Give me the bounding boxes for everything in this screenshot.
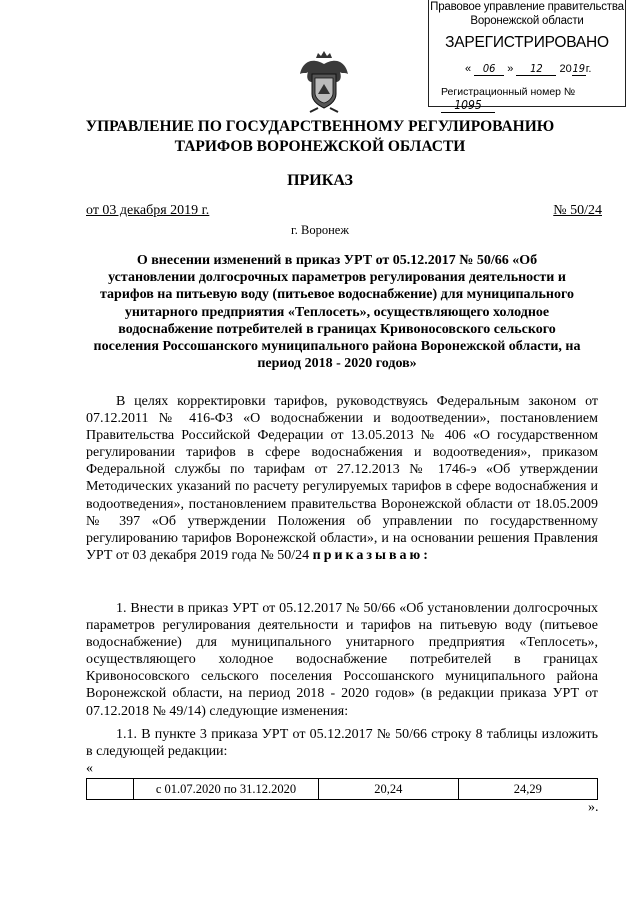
table-cell: с 01.07.2020 по 31.12.2020 [134, 779, 319, 800]
stamp-date-month: 12 [516, 62, 556, 76]
stamp-status: ЗАРЕГИСТРИРОВАНО [445, 34, 609, 51]
stamp-reg-number: 1095 [441, 98, 495, 113]
agency-line1: УПРАВЛЕНИЕ ПО ГОСУДАРСТВЕННОМУ РЕГУЛИРОВАНИЮ [85, 118, 555, 135]
stamp-org-line1: Правовое управление правительства [430, 1, 624, 13]
item-1: 1. Внести в приказ УРТ от 05.12.2017 № 50/66 «Об установлении долгосрочных параметров регулирования деятельности и тарифов на питьевую воду (питьевое водоснабжение) для муниципального унитарного предприятия «Теплосеть», осуществляющего холодное водоснабжение потребителей в границах Кривоносовского сельского поселения Россошанского муниципального района Воронежской области, на период 2018 - 2020 годов» (в редакции приказа УРТ от 07.12.2018 № 49/14) следующие изменения: [86, 601, 598, 719]
coat-of-arms-icon [298, 50, 350, 114]
close-quote: ». [588, 800, 599, 815]
order-subject: О внесении изменений в приказ УРТ от 05.12.2017 № 50/66 «Об установлении долгосрочных параметров регулирования деятельности и тарифов на питьевую воду (питьевое водоснабжение) для муниципального унитарного предприятия «Теплосеть», осуществляющего холодное водоснабжение потребителей в границах Кривоносовского сельского поселения Россошанского муниципального района Воронежской области, на период 2018 - 2020 годов» [93, 253, 581, 372]
agency-name [70, 117, 570, 157]
order-number: № 50/24 [553, 203, 602, 218]
stamp-registration-number [441, 86, 625, 113]
preamble-text: В целях корректировки тарифов, руководствуясь Федеральным законом от 07.12.2011 № 416-ФЗ «О водоснабжении и водоотведении», постановлением Правительства Российской Федерации от 13.05.2013 № 406 «О государственном регулировании тарифов в сфере водоснабжения и водоотведения», приказом Федеральной службы по тарифам от 27.12.2013 № 1746-э «Об утверждении Методических указаний по расчету регулируемых тарифов в сфере водоснабжения и водоотведения», постановлением правительства Воронежской области от 18.05.2009 № 397 «Об утверждении Положения об управлении по государственному регулированию тарифов Воронежской области», и на основании решения Правления УРТ от 03 декабря 2019 года № 50/24 [86, 394, 598, 563]
stamp-org-line2: Воронежской области [470, 15, 584, 27]
city: г. Воронеж [291, 223, 349, 237]
stamp-date-year: 19 [572, 62, 586, 75]
stamp-reg-label: Регистрационный номер № [441, 86, 576, 98]
table-row [87, 779, 598, 800]
tariff-table-body [87, 779, 598, 800]
stamp-date: « 06 » 12 2019г. [465, 62, 592, 75]
table-cell [87, 779, 134, 800]
order-date: от 03 декабря 2019 г. [86, 203, 210, 218]
tariff-table [86, 778, 598, 800]
open-quote: « [86, 761, 93, 776]
preamble-paragraph [86, 393, 598, 564]
stamp-date-year-suffix: г. [585, 63, 592, 75]
stamp-date-year-prefix: 20 [559, 63, 572, 75]
registration-stamp [428, 0, 626, 112]
table-cell: 20,24 [319, 779, 459, 800]
item-1-1: 1.1. В пункте 3 приказа УРТ от 05.12.2017 № 50/66 строку 8 таблицы изложить в следующей редакции: [86, 727, 598, 760]
stamp-organization [429, 0, 625, 28]
command-word: приказываю: [312, 547, 431, 563]
stamp-date-day: 06 [474, 62, 504, 76]
agency-line2: ТАРИФОВ ВОРОНЕЖСКОЙ ОБЛАСТИ [174, 138, 466, 155]
table-cell: 24,29 [458, 779, 598, 800]
document-type: ПРИКАЗ [287, 172, 353, 189]
